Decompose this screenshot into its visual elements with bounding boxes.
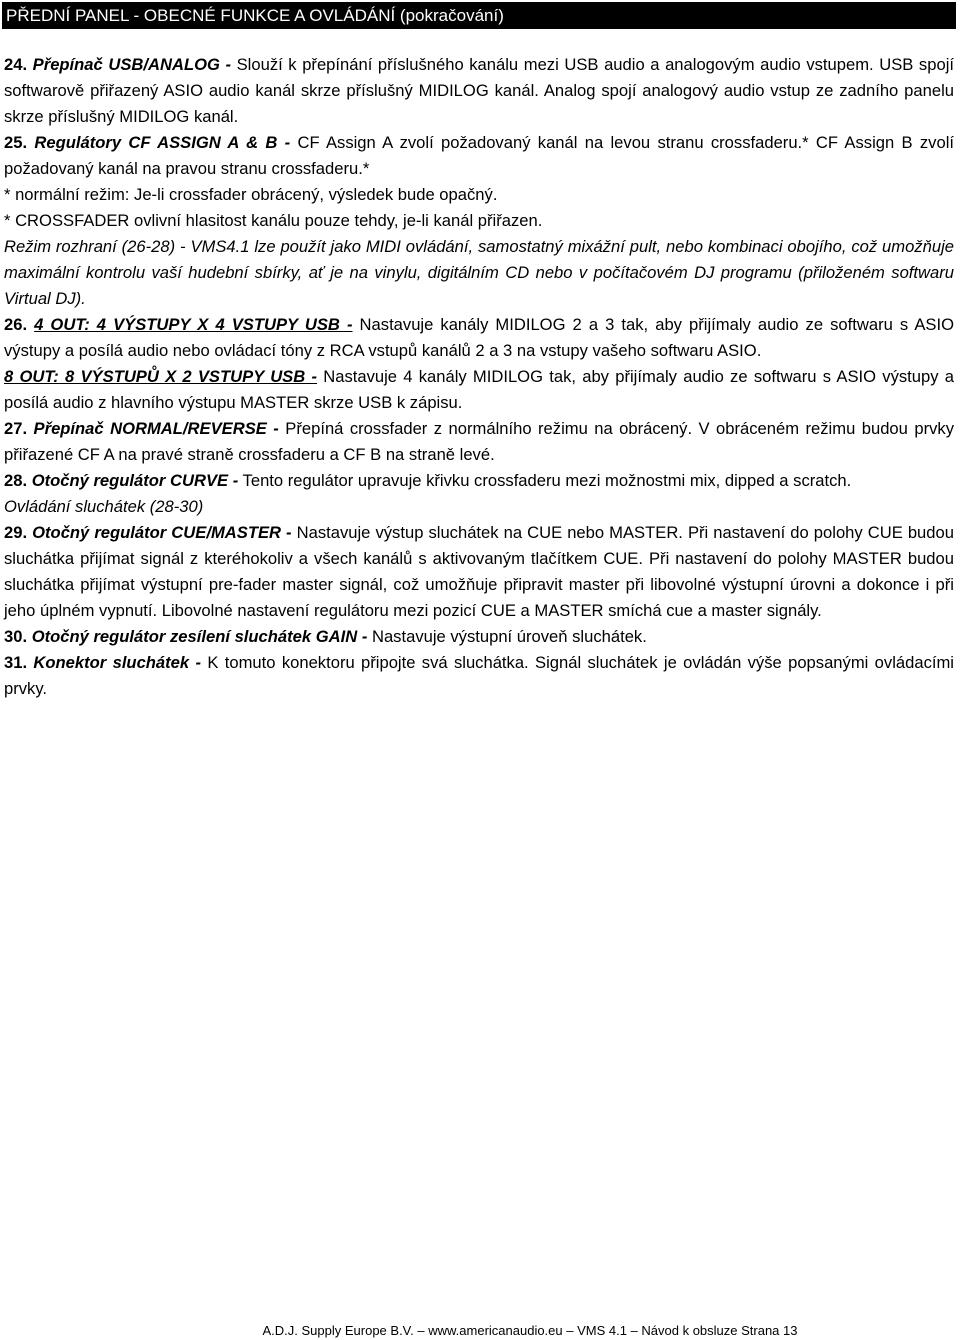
item-label: Regulátory CF ASSIGN A & B - bbox=[34, 133, 291, 152]
item-label: 4 OUT: 4 VÝSTUPY X 4 VSTUPY USB - bbox=[34, 315, 353, 334]
item-number: 28. bbox=[4, 471, 28, 490]
item-26 bbox=[4, 312, 954, 364]
item-text: Nastavuje 4 kanály MIDILOG tak, aby přijímaly audio ze softwaru s ASIO výstupy a posílá audio z hlavního výstupu MASTER skrze USB k zápisu. bbox=[4, 367, 954, 412]
item-label: Otočný regulátor CUE/MASTER - bbox=[32, 523, 292, 542]
page-content bbox=[4, 52, 954, 702]
item-text: Přepíná crossfader z normálního režimu na obrácený. V obráceném režimu budou prvky přiřazené CF A na pravé straně crossfaderu a CF B na straně levé. bbox=[4, 419, 954, 464]
item-label: 8 OUT: 8 VÝSTUPŮ X 2 VSTUPY USB - bbox=[4, 367, 317, 386]
page-header: PŘEDNÍ PANEL - OBECNÉ FUNKCE A OVLÁDÁNÍ (pokračování) bbox=[2, 2, 956, 29]
item-number: 31. bbox=[4, 653, 28, 672]
item-number: 25. bbox=[4, 133, 28, 152]
item-28 bbox=[4, 468, 954, 494]
item-31 bbox=[4, 650, 954, 702]
item-number: 24. bbox=[4, 55, 28, 74]
headphones-section-title: Ovládání sluchátek (28-30) bbox=[4, 497, 204, 516]
item-text: Nastavuje výstup sluchátek na CUE nebo MASTER. Při nastavení do polohy CUE budou sluchátka přijímat signál z kteréhokoliv a všech kanálů s aktivovaným tlačítkem CUE. Při nastavení do polohy MASTER budou sluchátka přijímat výstupní pre-fader master signál, což umožňuje připravit master při libovolné výstupní úrovni a dokonce i při jeho úplném vypnutí. Libovolné nastavení regulátoru mezi pozicí CUE a MASTER smíchá cue a master signály. bbox=[4, 523, 954, 620]
item-26-8out bbox=[4, 364, 954, 416]
item-label: Otočný regulátor CURVE - bbox=[31, 471, 239, 490]
note-crossfader: * CROSSFADER ovlivní hlasitost kanálu pouze tehdy, je-li kanál přiřazen. bbox=[4, 211, 543, 230]
item-text: CF Assign A zvolí požadovaný kanál na levou stranu crossfaderu.* CF Assign B zvolí požadovaný kanál na pravou stranu crossfaderu.* bbox=[4, 133, 954, 178]
item-text: K tomuto konektoru připojte svá sluchátka. Signál sluchátek je ovládán výše popsanými ovládacími prvky. bbox=[4, 653, 954, 698]
item-label: Konektor sluchátek - bbox=[33, 653, 202, 672]
item-text: Tento regulátor upravuje křivku crossfaderu mezi možnostmi mix, dipped a scratch. bbox=[238, 471, 852, 490]
note-normal-mode: * normální režim: Je-li crossfader obrácený, výsledek bude opačný. bbox=[4, 185, 498, 204]
item-text: Slouží k přepínání příslušného kanálu mezi USB audio a analogovým audio vstupem. USB spojí softwarově přiřazený ASIO audio kanál skrze příslušný MIDILOG kanál. Analog spojí analogový audio vstup ze zadního panelu skrze příslušný MIDILOG kanál. bbox=[4, 55, 954, 126]
item-label: Přepínač USB/ANALOG - bbox=[32, 55, 232, 74]
item-24 bbox=[4, 52, 954, 130]
item-29 bbox=[4, 520, 954, 624]
item-27 bbox=[4, 416, 954, 468]
item-label: Otočný regulátor zesílení sluchátek GAIN - bbox=[31, 627, 368, 646]
item-number: 27. bbox=[4, 419, 28, 438]
item-30 bbox=[4, 624, 954, 650]
item-number: 29. bbox=[4, 523, 28, 542]
item-text: Nastavuje výstupní úroveň sluchátek. bbox=[367, 627, 647, 646]
item-25 bbox=[4, 130, 954, 182]
item-number: 26. bbox=[4, 315, 28, 334]
page-footer: A.D.J. Supply Europe B.V. – www.americanaudio.eu – VMS 4.1 – Návod k obsluze Strana 13 bbox=[262, 1323, 798, 1338]
item-label: Přepínač NORMAL/REVERSE - bbox=[33, 419, 279, 438]
interface-mode-paragraph: Režim rozhraní (26-28) - VMS4.1 lze použít jako MIDI ovládání, samostatný mixážní pult, nebo kombinaci obojího, což umožňuje maximální kontrolu vaší hudební sbírky, ať je na vinylu, digitálním CD nebo v počítačovém DJ programu (přiloženém softwaru Virtual DJ). bbox=[4, 237, 954, 308]
item-number: 30. bbox=[4, 627, 28, 646]
item-text: Nastavuje kanály MIDILOG 2 a 3 tak, aby přijímaly audio ze softwaru s ASIO výstupy a posílá audio nebo ovládací tóny z RCA vstupů kanálů 2 a 3 na vstupy vašeho softwaru ASIO. bbox=[4, 315, 954, 360]
